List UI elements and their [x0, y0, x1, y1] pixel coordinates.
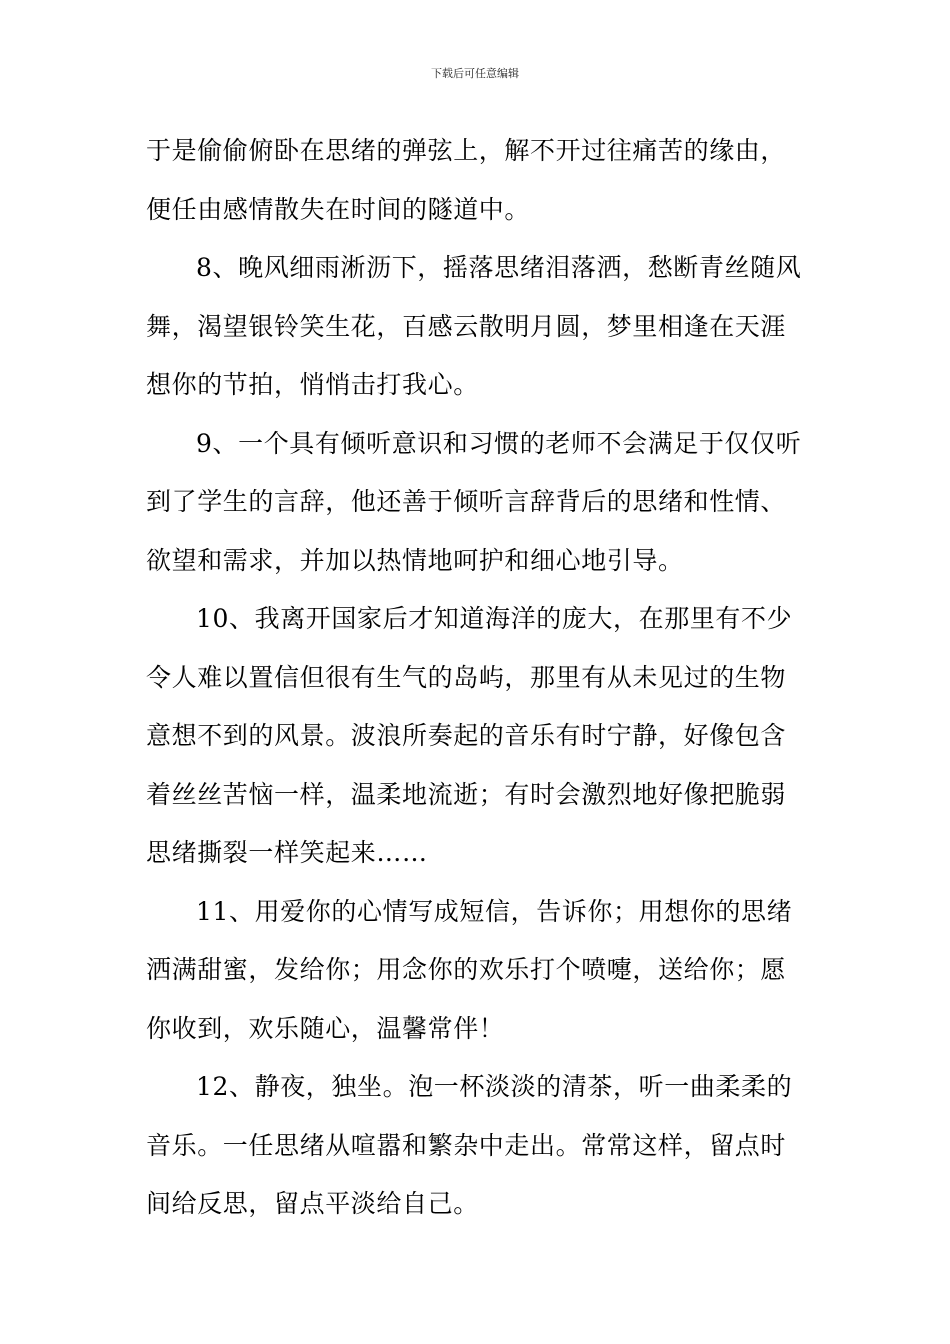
- text-line: 音乐。一任思绪从喧嚣和繁杂中走出。常常这样，留点时: [146, 1130, 787, 1160]
- text-line: 间给反思，留点平淡给自己。: [146, 1189, 479, 1218]
- text-line: 8、晚风细雨淅沥下，摇落思绪泪落洒，愁断青丝随风: [196, 253, 802, 282]
- text-line: 12、静夜，独坐。泡一杯淡淡的清茶，听一曲柔柔的: [196, 1072, 793, 1101]
- paragraph-9: [146, 415, 808, 591]
- paragraph-8: [146, 239, 808, 415]
- text-line: 洒满甜蜜，发给你；用念你的欢乐打个喷嚏，送给你；愿: [146, 955, 787, 984]
- text-line: 10、我离开国家后才知道海洋的庞大，在那里有不少: [196, 604, 793, 633]
- paragraph-10: [146, 590, 808, 883]
- paragraph-continuation: [146, 122, 808, 239]
- text-line: 便任由感情散失在时间的隧道中。: [146, 194, 531, 224]
- page-header: 下载后可任意编辑: [431, 67, 519, 80]
- paragraph-11: [146, 883, 808, 1059]
- text-line: 思绪撕裂一样笑起来……: [146, 838, 428, 867]
- text-line: 想你的节拍，悄悄击打我心。: [146, 370, 479, 399]
- paragraph-12: [146, 1058, 808, 1234]
- text-line: 意想不到的风景。波浪所奏起的音乐有时宁静，好像包含: [146, 721, 787, 750]
- text-line: 着丝丝苦恼一样，温柔地流逝；有时会激烈地好像把脆弱: [146, 779, 787, 809]
- text-line: 欲望和需求，并加以热情地呵护和细心地引导。: [146, 545, 684, 575]
- text-line: 11、用爱你的心情写成短信，告诉你；用想你的思绪: [196, 896, 793, 926]
- text-line: 舞，渴望银铃笑生花，百感云散明月圆，梦里相逢在天涯: [146, 311, 787, 341]
- text-line: 9、一个具有倾听意识和习惯的老师不会满足于仅仅听: [196, 428, 802, 458]
- text-line: 令人难以置信但很有生气的岛屿，那里有从未见过的生物: [146, 662, 787, 692]
- document-body: [146, 122, 808, 1234]
- text-line: 到了学生的言辞，他还善于倾听言辞背后的思绪和性情、: [146, 487, 787, 516]
- text-line: 你收到，欢乐随心，温馨常伴！: [146, 1013, 505, 1043]
- text-line: 于是偷偷俯卧在思绪的弹弦上，解不开过往痛苦的缘由，: [146, 136, 787, 165]
